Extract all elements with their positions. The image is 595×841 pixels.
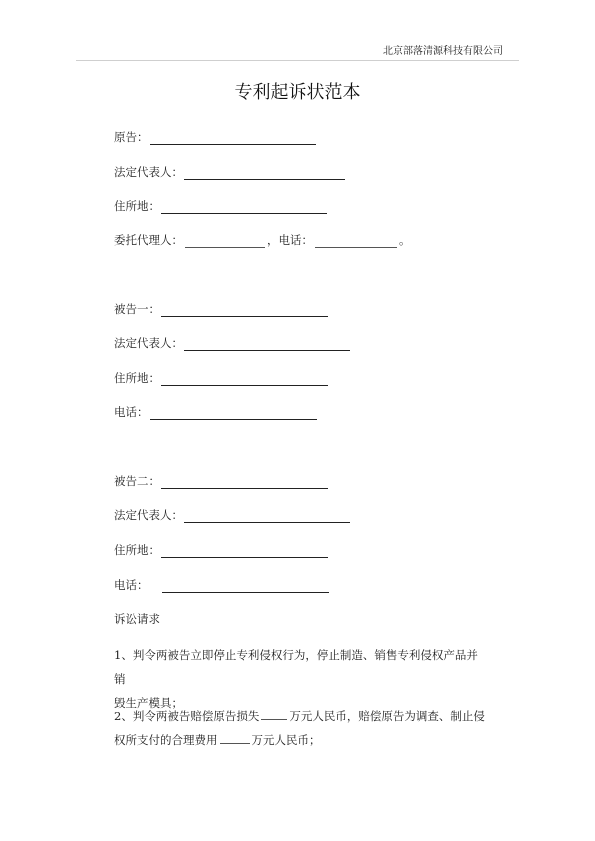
claim-item-2-cost-blank[interactable] <box>220 731 250 744</box>
defendant2-rep-field <box>114 507 350 523</box>
defendant2-address-field <box>114 542 328 558</box>
claim-item-2-text-c: 权所支付的合理费用 <box>114 733 218 747</box>
claim-item-2-text-d: 万元人民币； <box>251 733 321 747</box>
defendant2-phone-label: 电话： <box>114 578 149 592</box>
plaintiff-phone-blank[interactable] <box>315 235 397 248</box>
company-header: 北京部落清源科技有限公司 <box>383 46 503 57</box>
defendant1-phone-label: 电话： <box>114 405 149 419</box>
defendant2-name-blank[interactable] <box>161 475 328 489</box>
claim-item-1-line-1: 1、判令两被告立即停止专利侵权行为，停止制造、销售专利侵权产品并销 <box>114 648 478 686</box>
claim-item-2-line-1 <box>114 704 484 728</box>
defendant1-name-label: 被告一： <box>114 302 160 316</box>
defendant2-rep-label: 法定代表人： <box>114 508 183 522</box>
claim-item-2-text-a: 2、判令两被告赔偿原告损失 <box>114 709 260 723</box>
plaintiff-address-field <box>114 198 327 214</box>
plaintiff-agent-label: 委托代理人： <box>114 233 183 247</box>
claim-item-2-text-b: 万元人民币，赔偿原告为调查、制止侵 <box>289 709 485 723</box>
plaintiff-rep-blank[interactable] <box>184 166 345 180</box>
plaintiff-end-mark: 。 <box>399 233 411 247</box>
plaintiff-rep-label: 法定代表人： <box>114 165 183 179</box>
plaintiff-name-label: 原告： <box>114 130 149 144</box>
defendant2-phone-field <box>114 577 329 593</box>
claim-item-2-line-2 <box>114 728 484 752</box>
claims-heading <box>114 611 160 627</box>
defendant2-name-label: 被告二： <box>114 474 160 488</box>
claim-item-1-line-2: 毁生产模具； <box>114 696 183 710</box>
plaintiff-address-blank[interactable] <box>161 200 327 214</box>
plaintiff-phone-label: ，电话： <box>267 233 313 247</box>
plaintiff-agent-blank[interactable] <box>185 235 265 248</box>
header-divider <box>76 60 519 61</box>
plaintiff-name-field <box>114 129 316 145</box>
defendant1-rep-label: 法定代表人： <box>114 336 183 350</box>
defendant1-name-field <box>114 301 328 317</box>
defendant1-rep-field <box>114 335 350 351</box>
defendant2-name-field <box>114 473 328 489</box>
plaintiff-agent-field <box>114 232 411 248</box>
defendant1-address-field <box>114 370 328 386</box>
defendant1-address-blank[interactable] <box>161 372 328 386</box>
defendant1-rep-blank[interactable] <box>184 337 350 351</box>
defendant2-address-blank[interactable] <box>161 544 328 558</box>
plaintiff-address-label: 住所地： <box>114 199 160 213</box>
document-title: 专利起诉状范本 <box>234 82 361 103</box>
defendant1-phone-blank[interactable] <box>150 406 317 420</box>
claim-item-2 <box>114 704 484 752</box>
defendant1-address-label: 住所地： <box>114 371 160 385</box>
defendant1-name-blank[interactable] <box>161 303 328 317</box>
defendant2-phone-blank[interactable] <box>162 579 329 593</box>
defendant2-address-label: 住所地： <box>114 543 160 557</box>
plaintiff-rep-field <box>114 164 345 180</box>
defendant1-phone-field <box>114 404 317 420</box>
claim-item-2-loss-blank[interactable] <box>261 707 287 720</box>
claims-heading-text: 诉讼请求 <box>114 612 160 626</box>
defendant2-rep-blank[interactable] <box>184 509 350 523</box>
plaintiff-name-blank[interactable] <box>150 131 316 145</box>
